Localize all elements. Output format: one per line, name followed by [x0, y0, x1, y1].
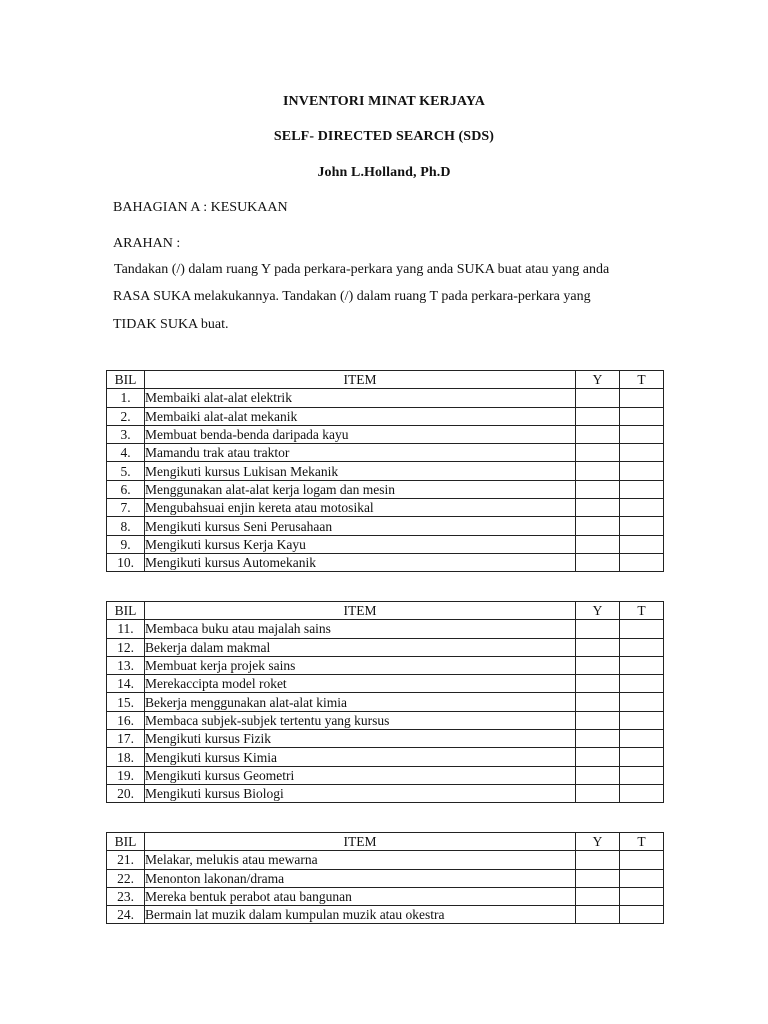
table-header-row — [107, 371, 664, 389]
inventory-table-2 — [106, 601, 664, 803]
table-row — [107, 407, 664, 425]
answer-cell-y[interactable] — [576, 766, 620, 784]
column-header-y: Y — [576, 371, 620, 389]
answer-cell-y[interactable] — [576, 638, 620, 656]
inventory-table-1 — [106, 370, 664, 572]
row-number: 22. — [107, 869, 145, 887]
answer-cell-y[interactable] — [576, 906, 620, 924]
answer-cell-y[interactable] — [576, 675, 620, 693]
table-row — [107, 869, 664, 887]
answer-cell-y[interactable] — [576, 444, 620, 462]
table-row — [107, 517, 664, 535]
answer-cell-t[interactable] — [620, 656, 664, 674]
document-subtitle: SELF- DIRECTED SEARCH (SDS) — [273, 129, 495, 144]
answer-cell-t[interactable] — [620, 535, 664, 553]
table-row — [107, 499, 664, 517]
section-heading: BAHAGIAN A : KESUKAAN — [113, 200, 288, 215]
answer-cell-y[interactable] — [576, 851, 620, 869]
row-item: Membuat kerja projek sains — [145, 656, 576, 674]
answer-cell-t[interactable] — [620, 711, 664, 729]
document-author: John L.Holland, Ph.D — [317, 165, 451, 180]
column-header-t: T — [620, 371, 664, 389]
table-row — [107, 462, 664, 480]
answer-cell-y[interactable] — [576, 693, 620, 711]
answer-cell-t[interactable] — [620, 851, 664, 869]
table-row — [107, 711, 664, 729]
answer-cell-y[interactable] — [576, 656, 620, 674]
row-number: 12. — [107, 638, 145, 656]
answer-cell-y[interactable] — [576, 462, 620, 480]
answer-cell-y[interactable] — [576, 480, 620, 498]
table-row — [107, 656, 664, 674]
row-item: Melakar, melukis atau mewarna — [145, 851, 576, 869]
row-item: Menonton lakonan/drama — [145, 869, 576, 887]
row-item: Mengikuti kursus Seni Perusahaan — [145, 517, 576, 535]
instructions-line-3: TIDAK SUKA buat. — [113, 317, 229, 332]
answer-cell-t[interactable] — [620, 675, 664, 693]
answer-cell-y[interactable] — [576, 407, 620, 425]
row-item: Membaiki alat-alat elektrik — [145, 389, 576, 407]
answer-cell-t[interactable] — [620, 407, 664, 425]
row-number: 1. — [107, 389, 145, 407]
answer-cell-t[interactable] — [620, 499, 664, 517]
answer-cell-y[interactable] — [576, 748, 620, 766]
answer-cell-t[interactable] — [620, 730, 664, 748]
row-item: Merekaccipta model roket — [145, 675, 576, 693]
row-item: Membaiki alat-alat mekanik — [145, 407, 576, 425]
answer-cell-t[interactable] — [620, 766, 664, 784]
table-row — [107, 906, 664, 924]
column-header-t: T — [620, 833, 664, 851]
column-header-bil: BIL — [107, 833, 145, 851]
row-number: 2. — [107, 407, 145, 425]
answer-cell-t[interactable] — [620, 869, 664, 887]
row-number: 3. — [107, 425, 145, 443]
instructions-line-2: RASA SUKA melakukannya. Tandakan (/) dalam ruang T pada perkara-perkara yang — [113, 289, 591, 304]
row-number: 8. — [107, 517, 145, 535]
row-item: Bermain lat muzik dalam kumpulan muzik atau okestra — [145, 906, 576, 924]
answer-cell-t[interactable] — [620, 748, 664, 766]
row-item: Membaca subjek-subjek tertentu yang kursus — [145, 711, 576, 729]
answer-cell-t[interactable] — [620, 462, 664, 480]
table-header-row — [107, 602, 664, 620]
column-header-t: T — [620, 602, 664, 620]
row-number: 15. — [107, 693, 145, 711]
table-row — [107, 553, 664, 571]
answer-cell-y[interactable] — [576, 711, 620, 729]
answer-cell-t[interactable] — [620, 425, 664, 443]
row-number: 4. — [107, 444, 145, 462]
instructions-line-1: Tandakan (/) dalam ruang Y pada perkara-perkara yang anda SUKA buat atau yang anda — [114, 262, 610, 277]
document-title: INVENTORI MINAT KERJAYA — [283, 94, 485, 109]
row-item: Bekerja dalam makmal — [145, 638, 576, 656]
row-number: 16. — [107, 711, 145, 729]
answer-cell-t[interactable] — [620, 887, 664, 905]
row-number: 9. — [107, 535, 145, 553]
answer-cell-t[interactable] — [620, 444, 664, 462]
row-number: 6. — [107, 480, 145, 498]
row-item: Mereka bentuk perabot atau bangunan — [145, 887, 576, 905]
answer-cell-y[interactable] — [576, 869, 620, 887]
row-number: 10. — [107, 553, 145, 571]
row-number: 24. — [107, 906, 145, 924]
row-number: 13. — [107, 656, 145, 674]
table-row — [107, 620, 664, 638]
row-item: Mamandu trak atau traktor — [145, 444, 576, 462]
row-number: 7. — [107, 499, 145, 517]
row-item: Mengikuti kursus Geometri — [145, 766, 576, 784]
column-header-bil: BIL — [107, 371, 145, 389]
row-item: Mengikuti kursus Kimia — [145, 748, 576, 766]
answer-cell-y[interactable] — [576, 535, 620, 553]
inventory-table-3 — [106, 832, 664, 924]
column-header-y: Y — [576, 602, 620, 620]
table-row — [107, 675, 664, 693]
column-header-item: ITEM — [145, 602, 576, 620]
row-item: Mengubahsuai enjin kereta atau motosikal — [145, 499, 576, 517]
table-header-row — [107, 833, 664, 851]
column-header-bil: BIL — [107, 602, 145, 620]
column-header-item: ITEM — [145, 833, 576, 851]
row-item: Mengikuti kursus Fizik — [145, 730, 576, 748]
row-number: 5. — [107, 462, 145, 480]
answer-cell-t[interactable] — [620, 389, 664, 407]
answer-cell-y[interactable] — [576, 425, 620, 443]
row-item: Mengikuti kursus Biologi — [145, 784, 576, 802]
table-row — [107, 887, 664, 905]
answer-cell-t[interactable] — [620, 693, 664, 711]
table-row — [107, 480, 664, 498]
table-row — [107, 389, 664, 407]
row-number: 17. — [107, 730, 145, 748]
row-number: 18. — [107, 748, 145, 766]
answer-cell-y[interactable] — [576, 499, 620, 517]
answer-cell-t[interactable] — [620, 784, 664, 802]
table-row — [107, 766, 664, 784]
row-item: Mengikuti kursus Lukisan Mekanik — [145, 462, 576, 480]
table-row — [107, 638, 664, 656]
table-row — [107, 784, 664, 802]
answer-cell-y[interactable] — [576, 553, 620, 571]
answer-cell-y[interactable] — [576, 389, 620, 407]
answer-cell-t[interactable] — [620, 620, 664, 638]
row-number: 21. — [107, 851, 145, 869]
row-number: 11. — [107, 620, 145, 638]
row-item: Membaca buku atau majalah sains — [145, 620, 576, 638]
answer-cell-y[interactable] — [576, 887, 620, 905]
table-row — [107, 535, 664, 553]
answer-cell-y[interactable] — [576, 517, 620, 535]
instructions-heading: ARAHAN : — [113, 236, 181, 251]
row-item: Membuat benda-benda daripada kayu — [145, 425, 576, 443]
column-header-y: Y — [576, 833, 620, 851]
table-row — [107, 748, 664, 766]
answer-cell-t[interactable] — [620, 553, 664, 571]
answer-cell-t[interactable] — [620, 480, 664, 498]
column-header-item: ITEM — [145, 371, 576, 389]
table-row — [107, 730, 664, 748]
row-number: 23. — [107, 887, 145, 905]
answer-cell-y[interactable] — [576, 620, 620, 638]
row-number: 20. — [107, 784, 145, 802]
answer-cell-t[interactable] — [620, 906, 664, 924]
row-item: Mengikuti kursus Automekanik — [145, 553, 576, 571]
table-row — [107, 851, 664, 869]
table-row — [107, 444, 664, 462]
answer-cell-y[interactable] — [576, 730, 620, 748]
row-item: Mengikuti kursus Kerja Kayu — [145, 535, 576, 553]
answer-cell-y[interactable] — [576, 784, 620, 802]
answer-cell-t[interactable] — [620, 517, 664, 535]
row-item: Menggunakan alat-alat kerja logam dan mesin — [145, 480, 576, 498]
row-item: Bekerja menggunakan alat-alat kimia — [145, 693, 576, 711]
table-row — [107, 693, 664, 711]
row-number: 19. — [107, 766, 145, 784]
answer-cell-t[interactable] — [620, 638, 664, 656]
row-number: 14. — [107, 675, 145, 693]
table-row — [107, 425, 664, 443]
